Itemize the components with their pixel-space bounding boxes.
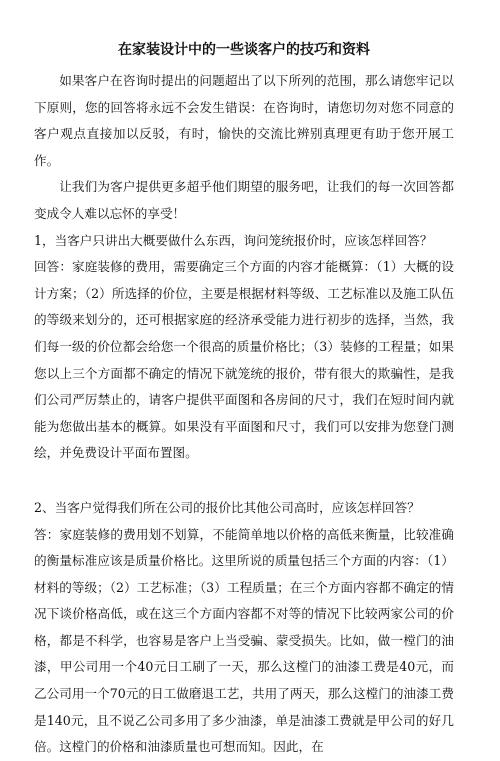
question-2: 2、当客户觉得我们所在公司的报价比其他公司高时，应该怎样回答？ (34, 499, 420, 515)
answer-1: 回答：家庭装修的费用，需要确定三个方面的内容才能概算：（1）大概的设计方案；（2）所选择的价位，主要是根据材料等级、工艺标准以及施工队伍的等级来划分的，还可根据家庭的经济承受能力进行初步的选择，当然，我们每一级的价位都会给您一个很高的质量价格比；（3）装修的工程量；如果您以上三个方面都不确定的情况下就笼统的报价，带有很大的欺骗性，是我们公司严厉禁止的，请客户提供平面图和各房间的尺寸，我们在短时间内就能为您做出基本的概算。如果没有平面图和尺寸，我们可以安排为您登门测绘，并免费设计平面布置图。 (34, 259, 454, 461)
service-paragraph: 让我们为客户提供更多超乎他们期望的服务吧，让我们的每一次回答都变成令人难以忘怀的享受！ (34, 179, 454, 221)
intro-paragraph: 如果客户在咨询时提出的问题超出了以下所列的范围，那么请您牢记以下原则，您的回答将永远不会发生错误：在咨询时，请您切勿对您不同意的客户观点直接加以反驳，有时，愉快的交流比辨别真理更有助于您开展工作。 (34, 73, 454, 168)
answer-2: 答：家庭装修的费用划不划算，不能简单地以价格的高低来衡量，比较准确的衡量标准应该是质量价格比。这里所说的质量包括三个方面的内容：（1）材料的等级；（2）工艺标准；（3）工程质量；在三个方面内容都不确定的情况下谈价格高低，或在这三个方面内容都不对等的情况下比较两家公司的价格，都是不科学，也容易是客户上当受骗、蒙受损失。比如，做一樘门的油漆，甲公司用一个40元日工刷了一天，那么这樘门的油漆工费是40元，而乙公司用一个70元的日工做磨退工艺，共用了两天，那么这樘门的油漆工费是140元，且不说乙公司多用了多少油漆，单是油漆工费就是甲公司的好几倍。这樘门的价格和油漆质量也可想而知。因此，在 (34, 526, 454, 755)
paragraph-gap (34, 467, 454, 495)
document-title: 在家装设计中的一些谈客户的技巧和资料 (118, 42, 370, 58)
question-1: 1，当客户只讲出大概要做什么东西，询问笼统报价时，应该怎样回答？ (34, 232, 433, 248)
